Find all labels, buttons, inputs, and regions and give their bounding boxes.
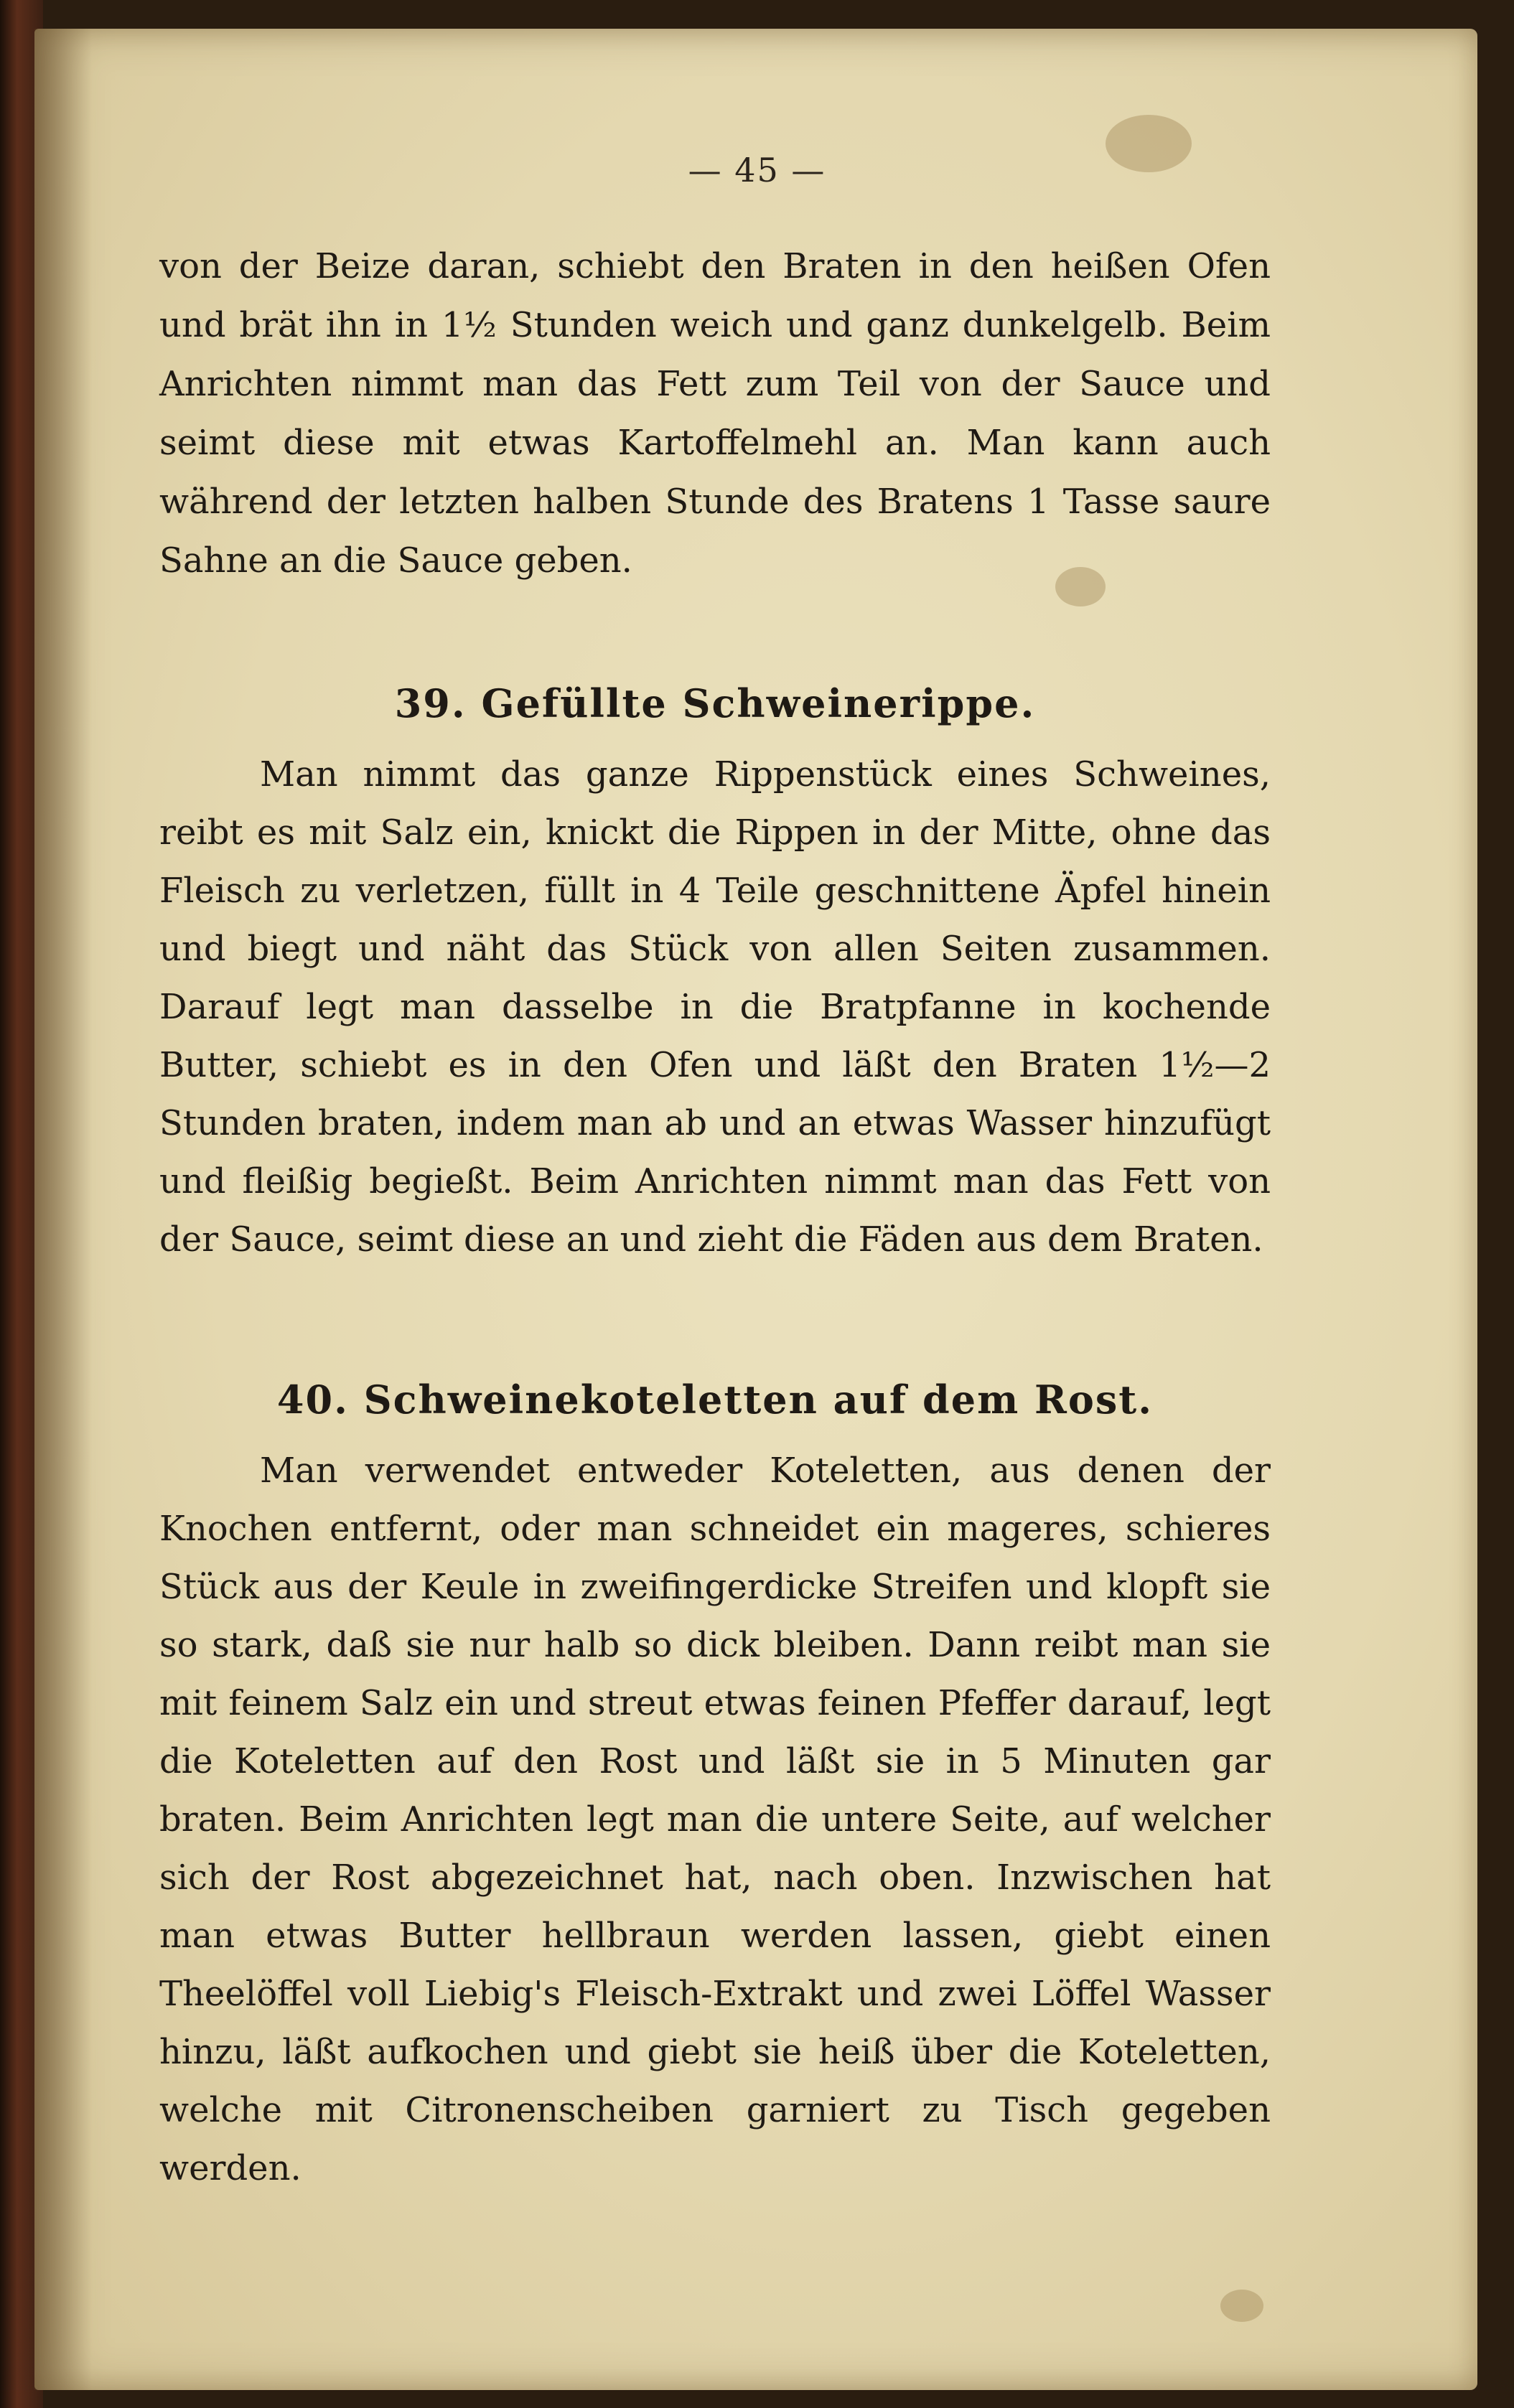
recipe-heading: 39. Gefüllte Schweinerippe. [394,680,1036,726]
intro-paragraph-block [159,237,1271,590]
paper-stain [1220,2290,1263,2322]
page-gutter-shadow [34,29,92,2390]
recipe-text: Man nimmt das ganze Rippenstück eines Schweines, reibt es mit Salz ein, knickt die Rippen in der Mitte, ohne das Fleisch zu verletzen, füllt in 4 Teile geschnittene Äpfel hinein und biegt und näht das Stück von allen Seiten zusammen. Darauf legt man dasselbe in die Bratpfanne in kochende Butter, schiebt es in den Ofen und läßt den Braten 1½—2 Stunden braten, indem man ab und an etwas Wasser hinzufügt und fleißig begießt. Beim Anrichten nimmt man das Fett von der Sauce, seimt diese an und zieht die Fäden aus dem Braten. [159,754,1271,1260]
intro-paragraph: von der Beize daran, schiebt den Braten in den heißen Ofen und brät ihn in 1½ Stunden weich und ganz dunkelgelb. Beim Anrichten nimmt man das Fett zum Teil von der Sauce und seimt diese mit etwas Kartoffelmehl an. Man kann auch während der letzten halben Stunde des Bratens 1 Tasse saure Sahne an die Sauce geben. [159,246,1271,581]
page-number: — 45 — [688,151,826,189]
recipe-section-40 [159,1367,1271,2198]
recipe-heading: 40. Schweinekoteletten auf dem Rost. [276,1377,1154,1423]
recipe-section-39 [159,671,1271,1269]
recipe-text: Man verwendet entweder Koteletten, aus denen der Knochen entfernt, oder man schneidet ein mageres, schieres Stück aus der Keule in zweifingerdicke Streifen und klopft sie so stark, daß sie nur halb so dick bleiben. Dann reibt man sie mit feinem Salz ein und streut etwas feinen Pfeffer darauf, legt die Koteletten auf den Rost und läßt sie in 5 Minuten gar braten. Beim Anrichten legt man die untere Seite, auf welcher sich der Rost abgezeichnet hat, nach oben. Inzwischen hat man etwas Butter hellbraun werden lassen, giebt einen Theelöffel voll Liebig's Fleisch-Extrakt und zwei Löffel Wasser hinzu, läßt aufkochen und giebt sie heiß über die Koteletten, welche mit Citronenscheiben garniert zu Tisch gegeben werden. [159,1451,1271,2188]
